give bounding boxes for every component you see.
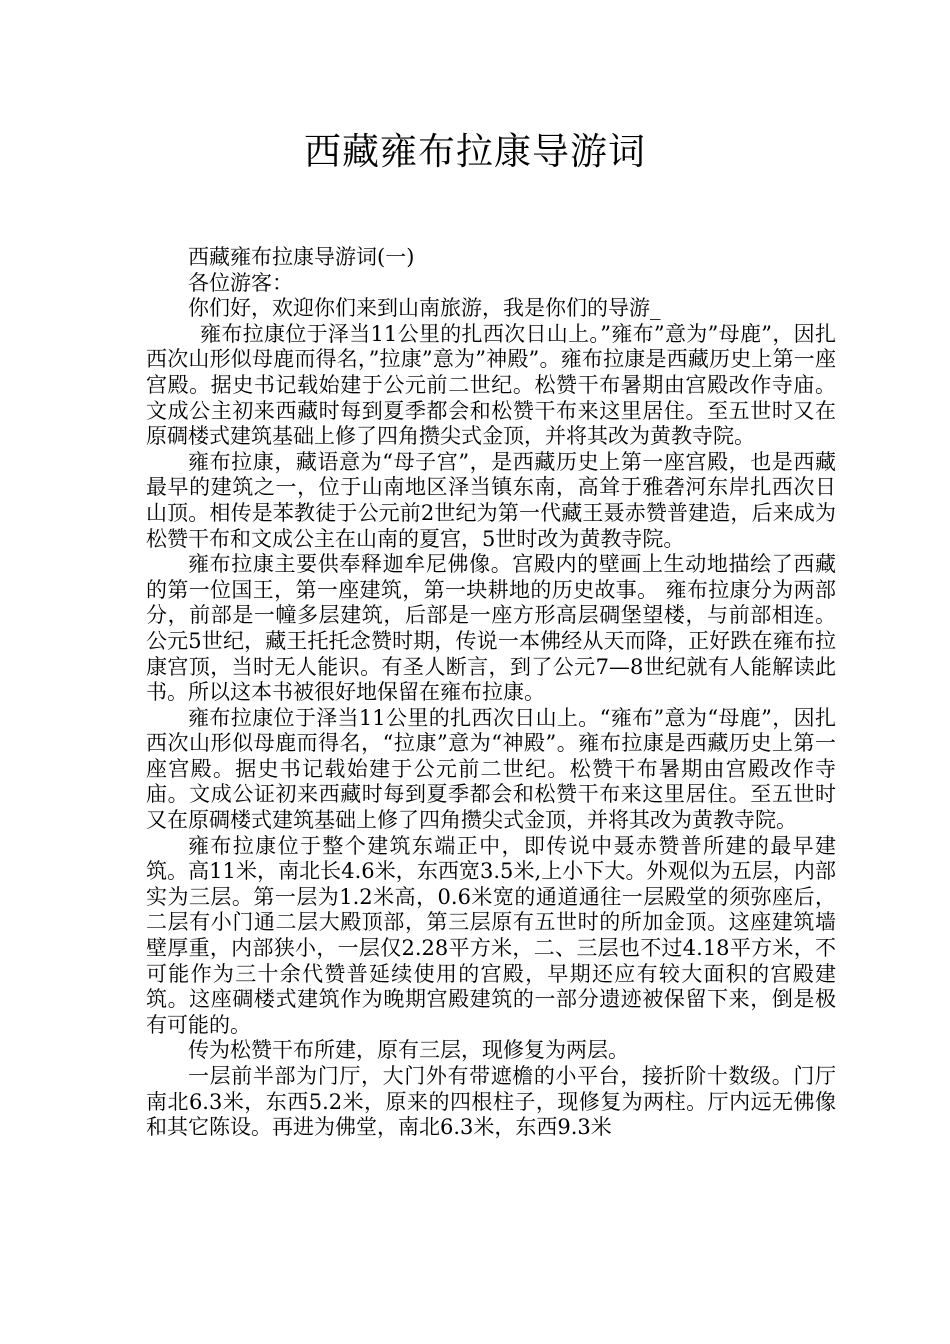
paragraph-subtitle: 西藏雍布拉康导游词(一)	[188, 245, 415, 269]
paragraph-songtsen: 传为松赞干布所建，原有三层，现修复为两层。	[188, 1038, 629, 1063]
paragraph-murals: 雍布拉康主要供奉释迦牟尼佛像。宫殿内的壁画上生动地描绘了西藏的第一位国王，第一座建筑，第一块耕地的历史故事。 雍布拉康分为两部分，前部是一幢多层建筑，后部是一座方形高层碉堡望楼，与前部相连。公元5世纪，藏王托托念赞时期，传说一本佛经从天而降，正好跌在雍布拉康宫顶，当时无人能识。有圣人断言，到了公元7—8世纪就有人能解读此书。所以这本书被很好地保留在雍布拉康。	[146, 552, 836, 705]
paragraph-east-building: 雍布拉康位于整个建筑东端正中，即传说中聂赤赞普所建的最早建筑。高11米，南北长4.6米，东西宽3.5米,上小下大。外观似为五层，内部实为三层。第一层为1.2米高，0.6米宽的通道通往一层殿堂的须弥座后，二层有小门通二层大殿顶部，第三层原有五世时的所加金顶。这座建筑墙壁厚重，内部狭小，一层仅2.28平方米，二、三层也不过4.18平方米，不可能作为三十余代赞普延续使用的宫殿，早期还应有较大面积的宫殿建筑。这座碉楼式建筑作为晚期宫殿建筑的一部分遗迹被保留下来，倒是极有可能的。	[146, 833, 836, 1037]
document-body	[146, 245, 836, 1141]
document-title: 西藏雍布拉康导游词	[304, 130, 646, 173]
paragraph-mother-son-palace: 雍布拉康，藏语意为“母子宫”，是西藏历史上第一座宫殿，也是西藏最早的建筑之一，位于山南地区泽当镇东南，高耸于雅砻河东岸扎西次日山顶。相传是苯教徒于公元前2世纪为第一代藏王聂赤赞普建造，后来成为松赞干布和文成公主在山南的夏宫，5世时改为黄教寺院。	[146, 449, 836, 551]
paragraph-intro-repeat: 雍布拉康位于泽当11公里的扎西次日山上。“雍布”意为“母鹿”，因扎西次山形似母鹿而得名，“拉康”意为“神殿”。雍布拉康是西藏历史上第一座宫殿。据史书记载始建于公元前二世纪。松赞干布暑期由宫殿改作寺庙。文成公证初来西藏时每到夏季都会和松赞干布来这里居住。至五世时又在原碉楼式建筑基础上修了四角攒尖式金顶，并将其改为黄教寺院。	[146, 705, 836, 833]
paragraph-welcome: 你们好，欢迎你们来到山南旅游，我是你们的导游_	[188, 296, 661, 321]
paragraph-greeting: 各位游客：	[188, 270, 293, 295]
paragraph-intro: 雍布拉康位于泽当11公里的扎西次日山上。”雍布”意为”母鹿”，因扎西次山形似母鹿而得名，”拉康”意为”神殿”。雍布拉康是西藏历史上第一座宫殿。据史书记载始建于公元前二世纪。松赞干布暑期由宫殿改作寺庙。文成公主初来西藏时每到夏季都会和松赞干布来这里居住。至五世时又在原碉楼式建筑基础上修了四角攒尖式金顶，并将其改为黄教寺院。	[146, 321, 836, 449]
paragraph-first-floor: 一层前半部为门厅，大门外有带遮檐的小平台，接折阶十数级。门厅南北6.3米，东西5.2米，原来的四根柱子，现修复为两柱。厅内远无佛像和其它陈设。再进为佛堂，南北6.3米，东西9.3米	[146, 1064, 836, 1140]
